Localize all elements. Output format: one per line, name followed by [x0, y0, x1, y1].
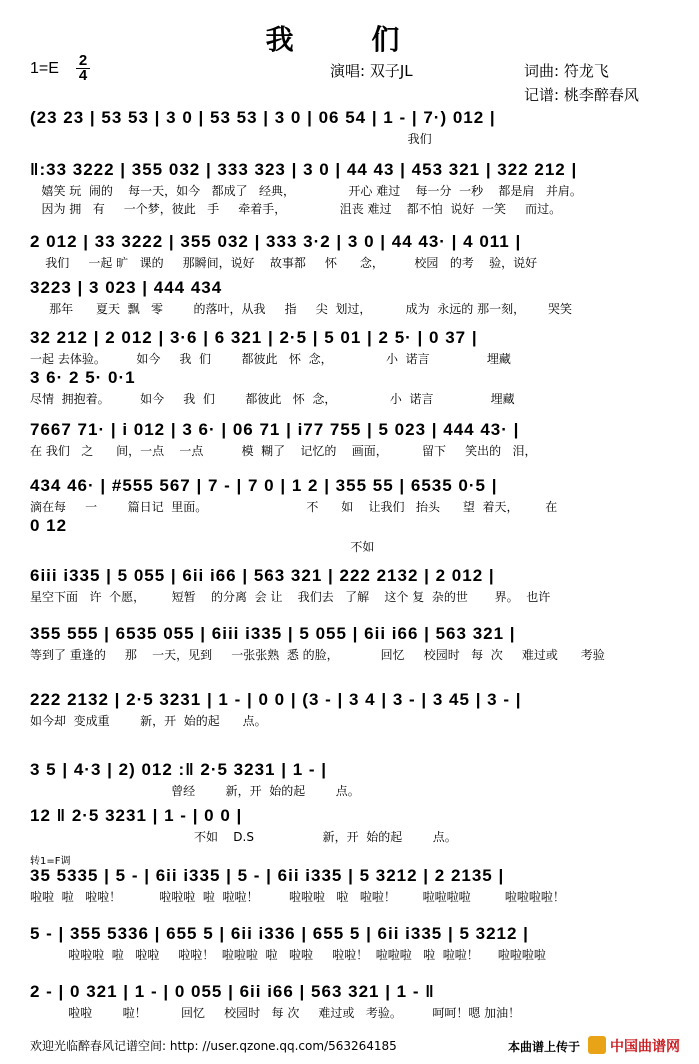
key-signature: 1=E: [30, 60, 59, 77]
lyric-line: 不如: [30, 540, 375, 554]
logo-icon: [588, 1036, 606, 1054]
lyric-line: 星空下面 许 个愿， 短暂 的分离 会 让 我们去 了解 这个 复 杂的世 界。 也许: [30, 590, 551, 604]
lyric-line: 等到了 重逢的 那 一天，见到 一张张熟 悉 的脸， 回忆 校园时 每 次 难过或 考验: [30, 648, 605, 662]
lyric-line: 滴在每 一 篇日记 里面。 不 如 让我们 抬头 望 着天， 在: [30, 500, 558, 514]
site-logo[interactable]: [588, 1034, 692, 1056]
lyric-line: 啦啦啦 啦 啦啦 啦啦！ 啦啦啦 啦 啦啦 啦啦！ 啦啦啦 啦 啦啦！ 啦啦啦啦: [30, 948, 546, 962]
lyric-line: 如今却 变成重 新，开 始的起 点。: [30, 714, 267, 728]
key-change-note: 转1=F调: [30, 856, 71, 867]
singer-credit: 演唱: 双子JL: [330, 62, 413, 80]
notation-line: 222 2132 | 2·5 3231 | 1 - | 0 0 | (3 - | 3 4 | 3 - | 3 45 | 3 - |: [30, 690, 522, 709]
time-sig-top: 2: [76, 54, 90, 69]
lyric-line: 啦啦 啦！ 回忆 校园时 每 次 难过或 考验。 呵呵！嗯 加油！: [30, 1006, 521, 1020]
notation-line: 3 6· 2 5· 0·1: [30, 368, 136, 387]
notation-line: 3 5 | 4·3 | 2) 012 :‖ 2·5 3231 | 1 - |: [30, 760, 328, 779]
notation-line: 0 12: [30, 516, 68, 535]
lyric-line: 不如 D.S 新，开 始的起 点。: [30, 830, 457, 844]
lyric-line: 我们: [30, 132, 432, 146]
notation-line: 355 555 | 6535 055 | 6iii i335 | 5 055 | 6ii i66 | 563 321 |: [30, 624, 516, 643]
lyric-line: 啦啦 啦 啦啦！ 啦啦啦 啦 啦啦！ 啦啦啦 啦 啦啦！ 啦啦啦啦 啦啦啦啦！: [30, 890, 565, 904]
notation-line: 3223 | 3 023 | 444 434: [30, 278, 223, 297]
lyric-line: 我们 一起 旷 课的 那瞬间，说好 故事都 怀 念， 校园 的考 验，说好: [30, 256, 538, 270]
footer-uploaded: 本曲谱上传于: [508, 1040, 581, 1054]
notation-line: 32 212 | 2 012 | 3·6 | 6 321 | 2·5 | 5 01 | 2 5· | 0 37 |: [30, 328, 478, 347]
notation-line: 434 46· | #555 567 | 7 - | 7 0 | 1 2 | 355 55 | 6535 0·5 |: [30, 476, 498, 495]
notation-line: 5 - | 355 5336 | 655 5 | 6ii i336 | 655 5 | 6ii i335 | 5 3212 |: [30, 924, 529, 943]
notation-line: 7667 71· | i 012 | 3 6· | 06 71 | i77 755 | 5 023 | 444 43· |: [30, 420, 520, 439]
lyricist-credit: 词曲: 符龙飞: [524, 62, 609, 80]
logo-text: 中国曲谱网: [610, 1039, 680, 1055]
notation-line: 2 - | 0 321 | 1 - | 0 055 | 6ii i66 | 563 321 | 1 - ‖: [30, 982, 435, 1001]
notation-line: 12 ‖ 2·5 3231 | 1 - | 0 0 |: [30, 806, 243, 825]
footer-welcome: 欢迎光临醉春风记谱空间: http: //user.qzone.qq.com/563264185: [30, 1039, 397, 1053]
lyric-line: 曾经 新，开 始的起 点。: [30, 784, 360, 798]
page-title: 我 们: [265, 23, 434, 56]
lyric-line: 尽情 拥抱着。 如今 我 们 都彼此 怀 念， 小 诺言 埋藏: [30, 392, 515, 406]
transcriber-credit: 记谱: 桃李醉春风: [524, 86, 639, 104]
time-signature: [76, 54, 90, 83]
lyric-line: 因为 拥 有 一个梦，彼此 手 牵着手， 沮丧 难过 都不怕 说好 一笑 而过。: [30, 202, 562, 216]
notation-line: 6iii i335 | 5 055 | 6ii i66 | 563 321 | 222 2132 | 2 012 |: [30, 566, 495, 585]
lyric-line: 在 我们 之 间，一点 一点 模 糊了 记忆的 画面， 留下 笑出的 泪，: [30, 444, 537, 458]
notation-line: ‖:33 3222 | 355 032 | 333 323 | 3 0 | 44 43 | 453 321 | 322 212 |: [30, 160, 578, 179]
lyric-line: 那年 夏天 飘 零 的落叶，从我 指 尖 划过， 成为 永远的 那一刻， 哭笑: [30, 302, 572, 316]
notation-line: (23 23 | 53 53 | 3 0 | 53 53 | 3 0 | 06 54 | 1 - | 7·) 012 |: [30, 108, 496, 127]
notation-line: 2 012 | 33 3222 | 355 032 | 333 3·2 | 3 0 | 44 43· | 4 011 |: [30, 232, 522, 251]
notation-line: 35 5335 | 5 - | 6ii i335 | 5 - | 6ii i335 | 5 3212 | 2 2135 |: [30, 866, 505, 885]
lyric-line: 一起 去体验。 如今 我 们 都彼此 怀 念， 小 诺言 埋藏: [30, 352, 511, 366]
lyric-line: 嬉笑 玩 闹的 每一天，如今 都成了 经典， 开心 难过 每一分 一秒 都是肩 并肩。: [30, 184, 582, 198]
time-sig-bottom: 4: [78, 67, 88, 84]
